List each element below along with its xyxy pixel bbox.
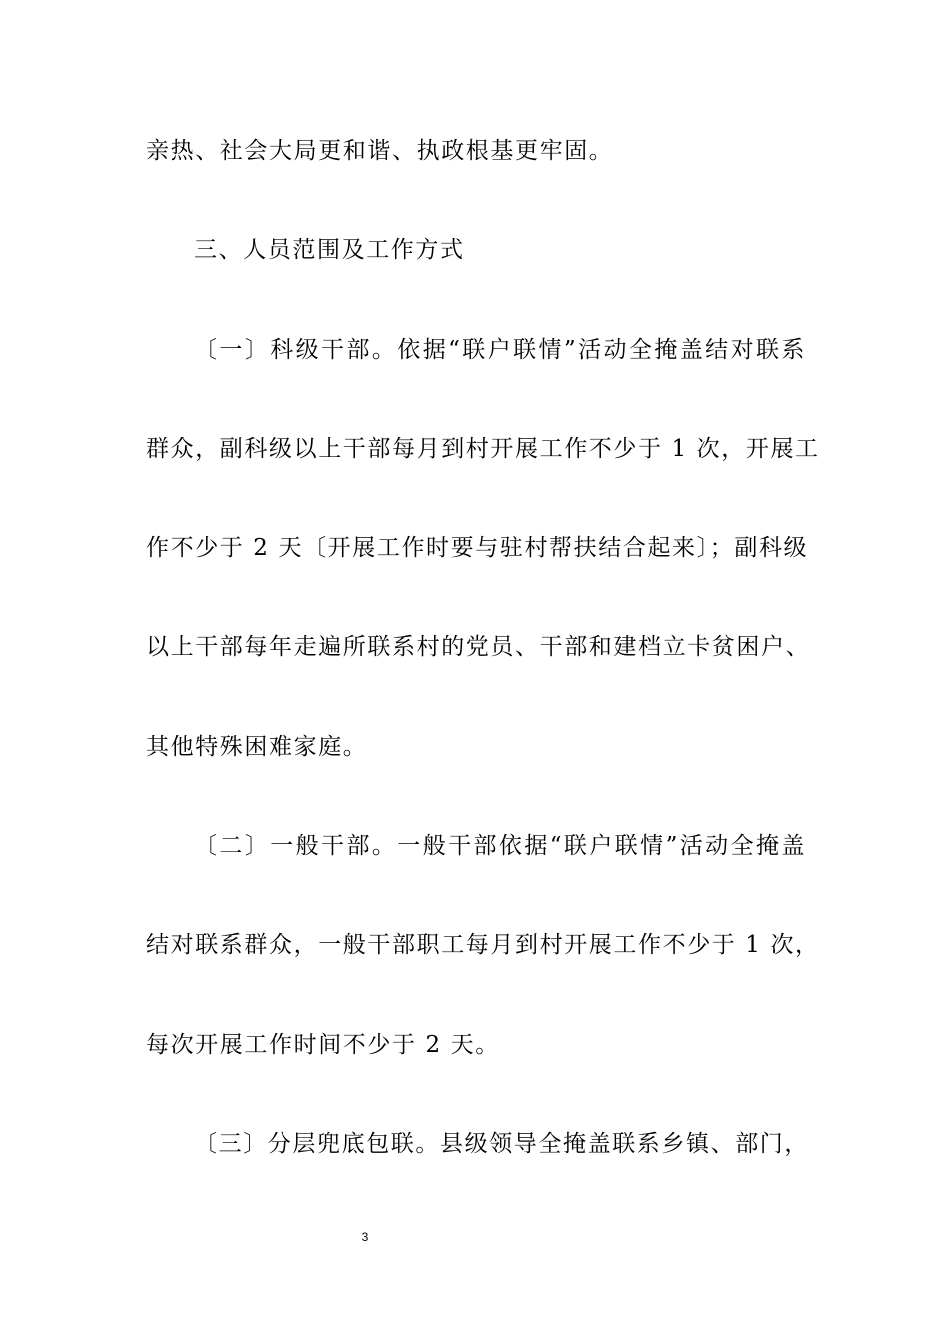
text-line-8: 〔二〕一般干部。一般干部依据“联户联情”活动全掩盖 (194, 833, 806, 859)
text-line-1: 亲热、社会大局更和谐、执政根基更牢固。 (146, 138, 614, 164)
text-line-4: 群众，副科级以上干部每月到村开展工作不少于 1 次，开展工 (146, 436, 820, 462)
text-line-3: 〔一〕科级干部。依据“联户联情”活动全掩盖结对联系 (194, 337, 806, 363)
text-line-10: 每次开展工作时间不少于 2 天。 (146, 1032, 500, 1058)
text-line-5: 作不少于 2 天〔开展工作时要与驻村帮扶结合起来〕；副科级 (146, 535, 809, 561)
page-number: 3 (361, 1230, 369, 1244)
section-heading: 三、人员范围及工作方式 (194, 237, 465, 263)
text-line-6: 以上干部每年走遍所联系村的党员、干部和建档立卡贫困户、 (146, 634, 811, 660)
text-line-9: 结对联系群众，一般干部职工每月到村开展工作不少于 1 次， (146, 932, 820, 958)
text-line-7: 其他特殊困难家庭。 (146, 734, 368, 760)
text-line-11: 〔三〕分层兜底包联。县级领导全掩盖联系乡镇、部门， (194, 1131, 809, 1157)
